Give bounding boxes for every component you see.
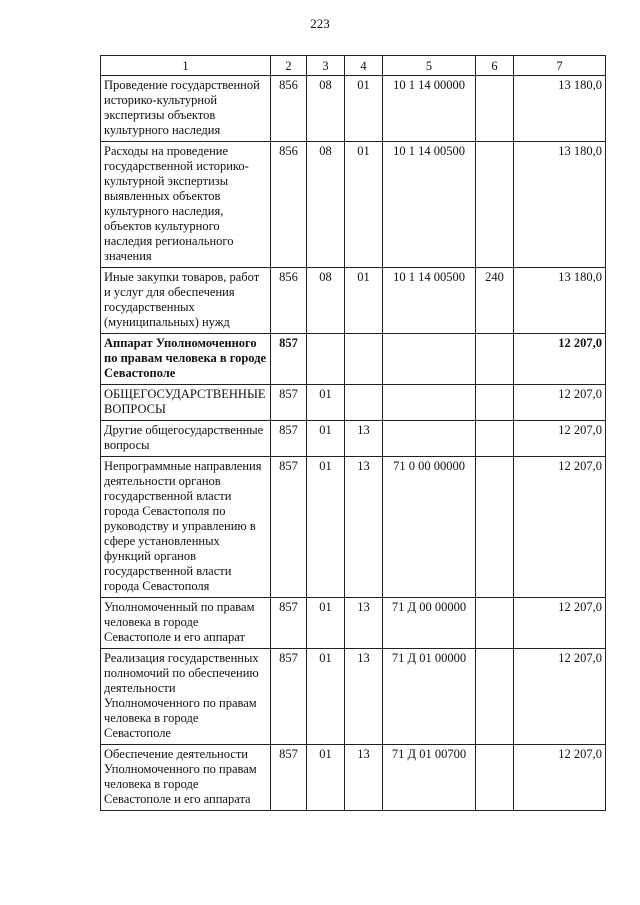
cell-name: Аппарат Уполномоченного по правам человека в городе Севастополе	[101, 334, 271, 385]
cell-target-article: 71 0 00 00000	[383, 457, 476, 598]
cell-amount: 12 207,0	[514, 649, 606, 745]
cell-section: 01	[307, 385, 345, 421]
cell-ved-code: 857	[271, 649, 307, 745]
cell-section: 08	[307, 268, 345, 334]
header-col-5: 5	[383, 56, 476, 76]
cell-section: 01	[307, 745, 345, 811]
table-row	[101, 385, 606, 421]
cell-subsection: 13	[345, 421, 383, 457]
cell-section: 08	[307, 76, 345, 142]
cell-name: Непрограммные направления деятельности органов государственной власти города Севастополя по руководству и управлению в сфере установленных функций органов государственной власти города Севастополя	[101, 457, 271, 598]
cell-amount: 12 207,0	[514, 385, 606, 421]
cell-ved-code: 857	[271, 385, 307, 421]
cell-subsection	[345, 385, 383, 421]
cell-name: Расходы на проведение государственной историко-культурной экспертизы выявленных объектов культурного наследия, объектов культурного наследия регионального значения	[101, 142, 271, 268]
table-row	[101, 649, 606, 745]
cell-name: Иные закупки товаров, работ и услуг для обеспечения государственных (муниципальных) нужд	[101, 268, 271, 334]
cell-name: Реализация государственных полномочий по обеспечению деятельности Уполномоченного по правам человека в городе Севастополе	[101, 649, 271, 745]
cell-target-article: 10 1 14 00500	[383, 142, 476, 268]
cell-expense-type	[476, 457, 514, 598]
cell-amount: 12 207,0	[514, 421, 606, 457]
table-row	[101, 421, 606, 457]
cell-amount: 13 180,0	[514, 76, 606, 142]
cell-subsection: 13	[345, 649, 383, 745]
cell-expense-type	[476, 142, 514, 268]
cell-target-article	[383, 334, 476, 385]
table-row	[101, 457, 606, 598]
cell-expense-type	[476, 334, 514, 385]
cell-subsection: 13	[345, 745, 383, 811]
cell-subsection: 01	[345, 76, 383, 142]
cell-section: 01	[307, 421, 345, 457]
cell-expense-type	[476, 385, 514, 421]
cell-target-article: 71 Д 00 00000	[383, 598, 476, 649]
table-body	[101, 76, 606, 811]
table-row	[101, 334, 606, 385]
page-number: 223	[310, 16, 330, 31]
cell-target-article	[383, 385, 476, 421]
cell-amount: 12 207,0	[514, 745, 606, 811]
cell-expense-type	[476, 745, 514, 811]
cell-subsection: 13	[345, 598, 383, 649]
header-col-1: 1	[101, 56, 271, 76]
header-col-2: 2	[271, 56, 307, 76]
cell-amount: 12 207,0	[514, 334, 606, 385]
cell-name: Уполномоченный по правам человека в городе Севастополе и его аппарат	[101, 598, 271, 649]
cell-subsection: 01	[345, 142, 383, 268]
table-row	[101, 745, 606, 811]
cell-subsection: 13	[345, 457, 383, 598]
cell-name: Проведение государственной историко-культурной экспертизы объектов культурного наследия	[101, 76, 271, 142]
cell-section	[307, 334, 345, 385]
cell-ved-code: 857	[271, 745, 307, 811]
cell-amount: 13 180,0	[514, 142, 606, 268]
cell-amount: 12 207,0	[514, 598, 606, 649]
cell-name: ОБЩЕГОСУДАРСТВЕННЫЕ ВОПРОСЫ	[101, 385, 271, 421]
cell-ved-code: 856	[271, 76, 307, 142]
cell-name: Обеспечение деятельности Уполномоченного по правам человека в городе Севастополе и его аппарата	[101, 745, 271, 811]
cell-expense-type	[476, 421, 514, 457]
cell-target-article: 71 Д 01 00700	[383, 745, 476, 811]
cell-ved-code: 856	[271, 268, 307, 334]
header-col-3: 3	[307, 56, 345, 76]
cell-ved-code: 857	[271, 334, 307, 385]
cell-expense-type	[476, 76, 514, 142]
table-row	[101, 76, 606, 142]
table-header-row	[101, 56, 606, 76]
cell-expense-type	[476, 649, 514, 745]
cell-subsection	[345, 334, 383, 385]
cell-amount: 12 207,0	[514, 457, 606, 598]
cell-subsection: 01	[345, 268, 383, 334]
cell-target-article	[383, 421, 476, 457]
header-col-7: 7	[514, 56, 606, 76]
cell-expense-type: 240	[476, 268, 514, 334]
cell-amount: 13 180,0	[514, 268, 606, 334]
cell-target-article: 71 Д 01 00000	[383, 649, 476, 745]
cell-ved-code: 857	[271, 598, 307, 649]
cell-expense-type	[476, 598, 514, 649]
budget-table	[100, 55, 606, 811]
table-row	[101, 268, 606, 334]
cell-ved-code: 856	[271, 142, 307, 268]
cell-target-article: 10 1 14 00000	[383, 76, 476, 142]
header-col-6: 6	[476, 56, 514, 76]
cell-target-article: 10 1 14 00500	[383, 268, 476, 334]
cell-section: 01	[307, 457, 345, 598]
cell-ved-code: 857	[271, 421, 307, 457]
table-row	[101, 142, 606, 268]
cell-ved-code: 857	[271, 457, 307, 598]
cell-section: 01	[307, 598, 345, 649]
cell-section: 08	[307, 142, 345, 268]
table-row	[101, 598, 606, 649]
cell-name: Другие общегосударственные вопросы	[101, 421, 271, 457]
cell-section: 01	[307, 649, 345, 745]
header-col-4: 4	[345, 56, 383, 76]
